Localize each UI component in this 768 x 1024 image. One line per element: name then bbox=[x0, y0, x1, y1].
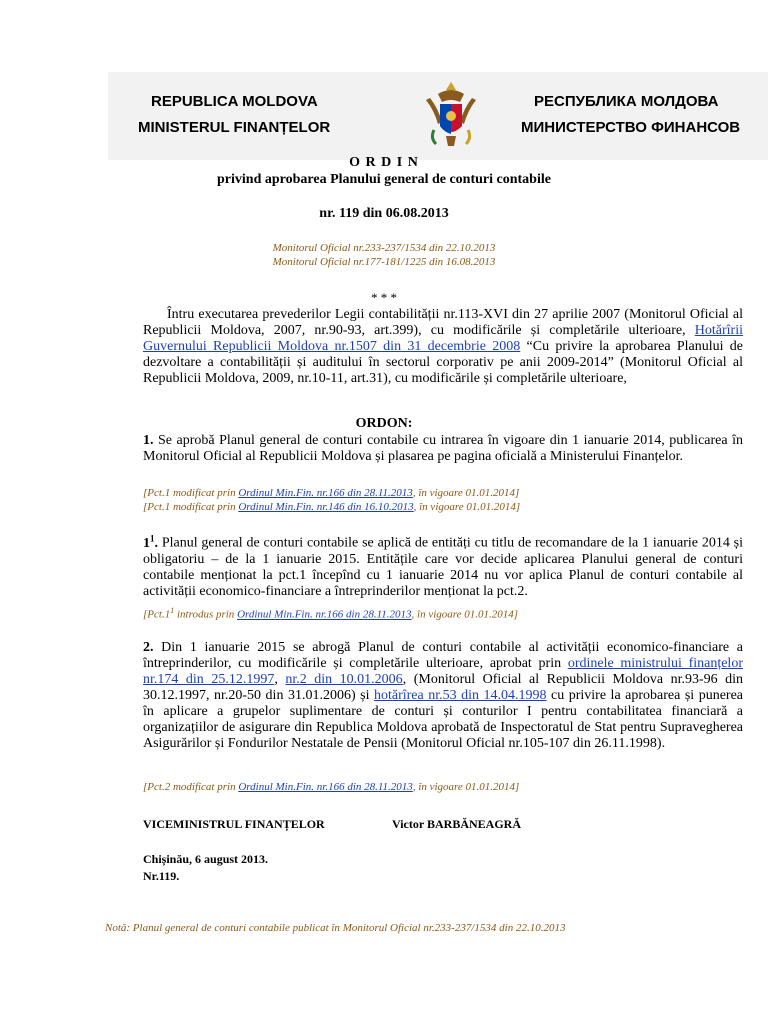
hg-1507-link[interactable]: Hotărîrii Guvernului Republicii Moldova nr.1507 din 31 decembrie 2008 bbox=[143, 323, 743, 354]
ordin-166-link[interactable]: Ordinul Min.Fin. nr.166 din 28.11.2013 bbox=[238, 781, 413, 793]
dot: . bbox=[154, 535, 158, 551]
note-prefix: [Pct.1 bbox=[143, 608, 171, 621]
point-1-text: Se aprobă Planul general de conturi contabile cu intrarea în vigoare din 1 ianuarie 2014, publicarea în Monitorul Oficial al Republicii Moldova și plasarea pe pagina oficială a Ministerului Finanțelor. bbox=[143, 433, 743, 464]
note-sup: 1 bbox=[170, 606, 175, 615]
note-suffix: , în vigoare 01.01.2014] bbox=[411, 608, 519, 621]
num: 1 bbox=[143, 535, 150, 551]
sup: 1 bbox=[150, 533, 155, 543]
order-title: O R D I N bbox=[349, 155, 419, 170]
order-number: nr. 119 din 06.08.2013 bbox=[319, 206, 449, 221]
order-subtitle: privind aprobarea Planului general de conturi contabile bbox=[217, 172, 551, 187]
separator-stars: * * * bbox=[371, 290, 397, 305]
point-2-text-3: , (Monitorul Oficial al Republicii Moldova nr.93-96 din 30.12.1997, nr.20-50 din 31.01.2006) și bbox=[143, 672, 744, 703]
point-2-paragraph bbox=[143, 640, 743, 752]
header-right-line1: РЕСПУБЛИКА МОЛДОВА bbox=[534, 93, 719, 110]
intro-paragraph bbox=[143, 307, 743, 387]
point-1-1-number bbox=[143, 533, 158, 551]
point-1-note-1 bbox=[143, 487, 519, 500]
place-date: Chișinău, 6 august 2013. bbox=[143, 852, 269, 866]
note-prefix: [Pct.2 modificat prin bbox=[143, 781, 239, 793]
footer-note bbox=[105, 922, 565, 935]
intro-text-2: “Cu privire la aprobarea Planului de dezvoltare a contabilității și auditului în sectorul corporativ pe anii 2009-2014” (Monitorul Oficial al Republicii Moldova, 2009, nr.10-11, art.31), cu modificările și completările ulterioare, bbox=[143, 339, 743, 386]
point-1-note-2 bbox=[143, 501, 520, 514]
point-1-1-note bbox=[143, 604, 518, 622]
ordin-166-link[interactable]: Ordinul Min.Fin. nr.166 din 28.11.2013 bbox=[238, 487, 413, 499]
ordon-heading: ORDON: bbox=[355, 416, 413, 431]
hotarare-53-link[interactable]: hotărîrea nr.53 din 14.04.1998 bbox=[373, 688, 547, 703]
moldova-coat-of-arms-icon bbox=[420, 80, 482, 150]
ordin-174-link[interactable]: ordinele ministrului finanțelor nr.174 din 25.12.1997 bbox=[143, 656, 743, 687]
point-2-note bbox=[143, 781, 519, 794]
signature-nr: Nr.119. bbox=[143, 869, 180, 883]
point-1-paragraph bbox=[143, 433, 743, 465]
ordin-2-link[interactable]: nr.2 din 10.01.2006 bbox=[285, 672, 403, 687]
point-2-number: 2. bbox=[143, 640, 154, 655]
header-left-line1: REPUBLICA MOLDOVA bbox=[151, 93, 318, 110]
point-1-1-paragraph bbox=[143, 530, 743, 600]
point-2-text-2: , bbox=[274, 672, 286, 687]
monitor-ref-1: Monitorul Oficial nr.233-237/1534 din 22.10.2013 bbox=[272, 242, 496, 254]
intro-text-1: Întru executarea prevederilor Legii contabilității nr.113-XVI din 27 aprilie 2007 (Monitorul Oficial al Republicii Moldova, 2007, nr.90-93, art.399), cu modificările și completările ulterioare, bbox=[143, 307, 743, 338]
signatory-role: VICEMINISTRUL FINANȚELOR bbox=[143, 817, 325, 831]
point-1-1-text: Planul general de conturi contabile se aplică de entități cu titlu de recomandare de la 1 ianuarie 2014 și obligatoriu – de la 1 ianuarie 2015. Entitățile care vor decide aplicarea Planului general de conturi contabile menționat la pct.1 începînd cu 1 ianuarie 2014 nu vor aplica Planul de conturi contabile al activității economico-financiare a întreprinderilor menționat la pct.2. bbox=[143, 535, 743, 599]
signatory-name: Victor BARBĂNEAGRĂ bbox=[392, 817, 521, 831]
note-prefix: [Pct.1 modificat prin bbox=[143, 487, 239, 499]
ordin-146-link[interactable]: Ordinul Min.Fin. nr.146 din 16.10.2013 bbox=[238, 501, 414, 513]
point-2-text-1: Din 1 ianuarie 2015 se abrogă Planul de conturi contabile al activității economico-financiare a întreprinderilor, cu modificările și completările ulterioare, aprobat prin bbox=[143, 640, 743, 671]
note-suffix: , în vigoare 01.01.2014] bbox=[412, 487, 520, 499]
note-prefix: [Pct.1 modificat prin bbox=[143, 501, 239, 513]
header-right-line2: МИНИСТЕРСТВО ФИНАНСОВ bbox=[521, 119, 741, 136]
note-mid: introdus prin bbox=[174, 608, 238, 621]
note-suffix: , în vigoare 01.01.2014] bbox=[413, 501, 521, 513]
footer-note-label: Notă: Planul general de conturi contabile publicat în bbox=[105, 922, 343, 934]
monitor-ref-2: Monitorul Oficial nr.177-181/1225 din 16.08.2013 bbox=[272, 256, 496, 268]
header-left-line2: MINISTERUL FINANȚELOR bbox=[138, 119, 331, 136]
ordin-166-link[interactable]: Ordinul Min.Fin. nr.166 din 28.11.2013 bbox=[237, 608, 412, 621]
point-2-text-4: cu privire la aprobarea și punerea în aplicare a grupelor suplimentare de conturi și conturilor I pentru contabilitatea financiară a organizațiilor de asigurare din Republica Moldova aprobată de Inspectoratul de Stat pentru Supravegherea Asigurărilor și Fondurilor Nestatale de Pensii (Monitorul Oficial nr.105-107 din 26.11.1998). bbox=[143, 688, 743, 751]
point-1-number: 1. bbox=[143, 433, 154, 448]
footer-note-ref: Monitorul Oficial nr.233-237/1534 din 22.10.2013 bbox=[342, 922, 566, 934]
note-suffix: , în vigoare 01.01.2014] bbox=[412, 781, 520, 793]
